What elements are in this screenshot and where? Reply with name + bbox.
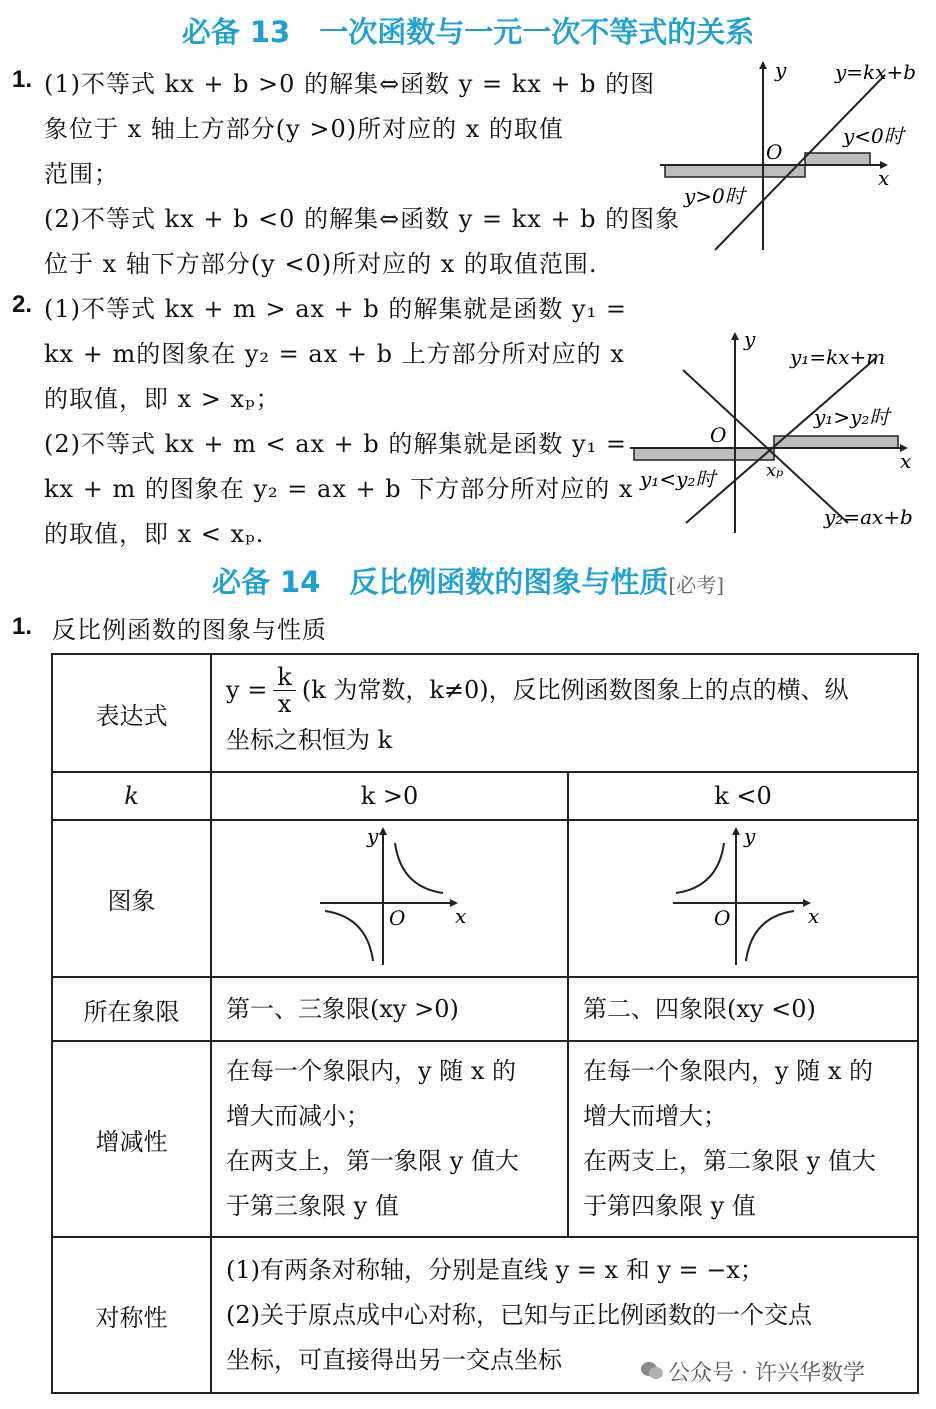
item-number: 1. (12, 613, 33, 640)
x-axis-label: x (878, 166, 890, 190)
lt-label: y₁<y₂时 (640, 467, 716, 491)
line1-label: y₁=kx+m (790, 345, 886, 369)
text-line: 的取值，即 x < xₚ. (44, 520, 265, 548)
svg-text:O: O (388, 906, 405, 930)
mono-neg-line: 于第四象限 y 值 (583, 1192, 756, 1220)
sym-head: 对称性 (52, 1237, 211, 1393)
svg-text:O: O (714, 906, 731, 930)
xp-label: xₚ (766, 460, 784, 481)
text-line: 位于 x 轴下方部分(y <0)所对应的 x 的取值范围. (44, 250, 598, 278)
item-title: 反比例函数的图象与性质 (52, 616, 327, 644)
sym-line: (1)有两条对称轴，分别是直线 y = x 和 y = −x； (226, 1255, 764, 1284)
expr-cell (211, 654, 918, 772)
k-pos: k >0 (211, 772, 568, 820)
text-line: kx + m 的图象在 y₂ = ax + b 下方部分所对应的 x (44, 475, 634, 503)
svg-text:x: x (454, 904, 466, 928)
linear-graph-1 (650, 55, 930, 259)
k-head: k (52, 772, 211, 820)
svg-text:y: y (744, 824, 756, 848)
svg-text:y: y (366, 824, 378, 848)
sym-line: (2)关于原点成中心对称，已知与正比例函数的一个交点 (226, 1300, 812, 1329)
branch-q1 (395, 843, 443, 893)
mono-neg-line: 在每一个象限内，y 随 x 的 (583, 1057, 873, 1085)
k-neg: k <0 (568, 772, 918, 820)
mono-neg-line: 在两支上，第二象限 y 值大 (583, 1147, 876, 1175)
text-line: (2)不等式 kx + m < ax + b 的解集就是函数 y₁ = (44, 430, 627, 458)
gt-label: y₁>y₂时 (814, 405, 890, 429)
graph-pos-cell (211, 820, 568, 977)
linear-graph-2 (628, 328, 928, 542)
graph-neg-cell (568, 820, 918, 977)
fraction (273, 664, 296, 717)
svg-text:x: x (808, 904, 820, 928)
section14-title-text: 必备 14 反比例函数的图象与性质 (211, 565, 669, 599)
origin-label: O (710, 423, 727, 447)
sym-line: 坐标，可直接得出另一交点坐标 (226, 1345, 562, 1374)
text-line: (1)不等式 kx + b >0 的解集⇔函数 y = kx + b 的图 (44, 70, 656, 98)
mono-head: 增减性 (52, 1041, 211, 1237)
expr-line2: 坐标之积恒为 k (226, 725, 393, 754)
shade-below (634, 448, 774, 460)
lt-label: y<0时 (843, 124, 904, 148)
branch-q4 (746, 911, 794, 961)
branch-q3 (325, 911, 373, 961)
shade-below (665, 165, 805, 177)
hyperbola-pos (305, 823, 475, 968)
text-line: 范围； (44, 160, 119, 188)
expr-prefix: y = (226, 676, 268, 704)
gt-label: y>0时 (684, 184, 745, 208)
text-line: 的取值，即 x > xₚ； (44, 385, 281, 413)
expr-line1: (k 为常数，k≠0)，反比例函数图象上的点的横、纵 (301, 676, 849, 704)
mono-neg (568, 1041, 918, 1237)
mono-pos (211, 1041, 568, 1237)
text-line: (1)不等式 kx + m > ax + b 的解集就是函数 y₁ = (44, 295, 627, 323)
section14-title (0, 560, 936, 601)
y-axis-label: y (744, 328, 756, 351)
fraction-denominator: x (277, 689, 292, 718)
origin-label: O (766, 140, 783, 164)
item-number: 1. (12, 66, 33, 93)
line2-label: y₂=ax+b (824, 505, 913, 529)
hyperbola-neg (658, 823, 828, 968)
shade-above (774, 436, 898, 448)
line-label: y=kx+b (835, 60, 917, 84)
inverse-function-table (51, 653, 919, 1394)
required-tag: [必考] (668, 573, 725, 597)
mono-pos-line: 增大而减小； (226, 1102, 370, 1130)
mono-neg-line: 增大而增大； (583, 1102, 727, 1130)
expr-head: 表达式 (52, 654, 211, 772)
wechat-icon (640, 1360, 664, 1386)
text-line: kx + m的图象在 y₂ = ax + b 上方部分所对应的 x (44, 340, 625, 368)
text-line: (2)不等式 kx + b <0 的解集⇔函数 y = kx + b 的图象 (44, 205, 681, 233)
mono-pos-line: 于第三象限 y 值 (226, 1192, 399, 1220)
mono-pos-line: 在每一个象限内，y 随 x 的 (226, 1057, 516, 1085)
section13-title: 必备 13 一次函数与一元一次不等式的关系 (181, 15, 755, 49)
mono-pos-line: 在两支上，第一象限 y 值大 (226, 1147, 519, 1175)
graph-head: 图象 (52, 820, 211, 977)
quad-neg: 第二、四象限(xy <0) (568, 977, 918, 1041)
fraction-numerator: k (273, 664, 296, 691)
quad-head: 所在象限 (52, 977, 211, 1041)
item-number: 2. (12, 291, 33, 318)
watermark: 公众号 · 许兴华数学 (668, 1361, 865, 1386)
y-axis-label: y (775, 58, 787, 82)
quad-pos: 第一、三象限(xy >0) (211, 977, 568, 1041)
x-axis-label: x (900, 449, 912, 473)
shade-above (805, 153, 870, 165)
branch-q2 (676, 843, 724, 893)
text-line: 象位于 x 轴上方部分(y >0)所对应的 x 的取值 (44, 115, 564, 143)
